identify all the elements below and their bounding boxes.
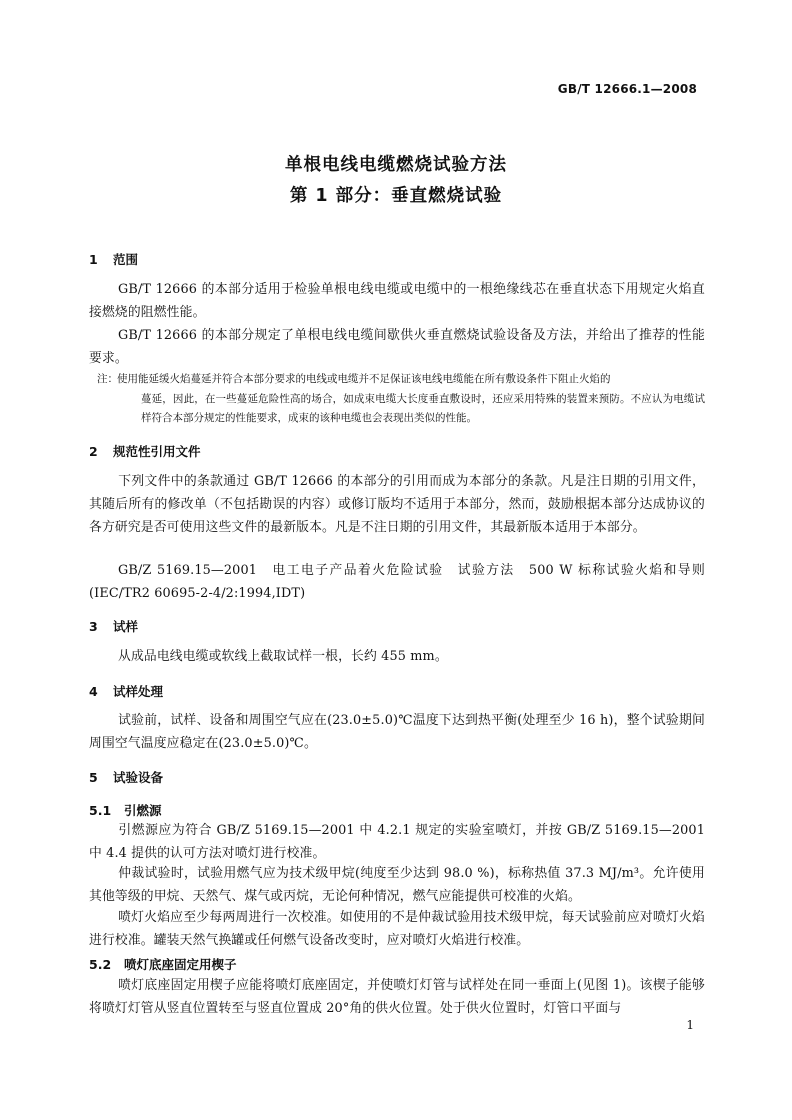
paragraph-text: 下列文件中的条款通过 GB/T 12666 的本部分的引用而成为本部分的条款。凡是注日期的引用文件，其随后所有的修改单（不包括勘误的内容）或修订版均不适用于本部分，然而，鼓励根据本部分达成协议的各方研究是否可使用这些文件的最新版本。凡是不注日期的引用文件，其最新版本适用于本部分。 — [89, 474, 705, 535]
paragraph — [89, 709, 705, 755]
section-title: 试样 — [113, 619, 139, 634]
section-title: 规范性引用文件 — [113, 444, 201, 459]
paragraph — [89, 906, 705, 952]
subsection-heading-5-1 — [89, 801, 162, 819]
paragraph-text: 引燃源应为符合 GB/Z 5169.15—2001 中 4.2.1 规定的实验室喷灯，并按 GB/Z 5169.15—2001 中 4.4 提供的认可方法对喷灯进行校准。 — [89, 823, 705, 861]
standard-number: GB/T 12666.1—2008 — [557, 82, 697, 96]
section-title: 引燃源 — [124, 803, 162, 818]
section-number: 5.2 — [89, 957, 112, 972]
section-heading-2 — [89, 442, 201, 460]
section-number: 2 — [89, 444, 98, 459]
paragraph — [89, 819, 705, 865]
paragraph-text: 从成品电线电缆或软线上截取试样一根，长约 455 mm。 — [118, 649, 448, 664]
section-number: 3 — [89, 619, 98, 634]
paragraph-text: 试验前，试样、设备和周围空气应在(23.0±5.0)℃温度下达到热平衡(处理至少 16 h)，整个试验期间周围空气温度应稳定在(23.0±5.0)℃。 — [89, 713, 705, 751]
normative-reference — [89, 559, 705, 605]
section-title: 喷灯底座固定用楔子 — [124, 957, 237, 972]
section-title: 试验设备 — [113, 770, 164, 785]
section-title: 范围 — [113, 252, 139, 267]
page-number: 1 — [686, 1018, 694, 1032]
subsection-heading-5-2 — [89, 955, 237, 973]
document-subtitle: 第 1 部分：垂直燃烧试验 — [289, 186, 503, 206]
paragraph-text: 喷灯底座固定用楔子应能将喷灯底座固定，并使喷灯灯管与试样处在同一垂面上(见图 1)。该楔子能够将喷灯灯管从竖直位置转至与竖直位置成 20°角的供火位置。处于供火位置时，灯管口平面与 — [89, 978, 705, 1016]
paragraph-text: GB/T 12666 的本部分规定了单根电线电缆间歇供火垂直燃烧试验设备及方法，并给出了推荐的性能要求。 — [89, 328, 705, 366]
paragraph — [89, 278, 705, 324]
note-text: 使用能延缓火焰蔓延并符合本部分要求的电线或电缆并不足保证该电线电缆能在所有敷设条件下阻止火焰的 — [117, 373, 611, 385]
note-text-continued: 蔓延，因此，在一些蔓延危险性高的场合，如成束电缆大长度垂直敷设时，还应采用特殊的装置来预防。不应认为电缆试样符合本部分规定的性能要求，成束的该种电缆也会表现出类似的性能。 — [141, 392, 705, 424]
paragraph — [89, 645, 705, 668]
section-heading-1 — [89, 250, 138, 268]
paragraph-text: 喷灯火焰应至少每两周进行一次校准。如使用的不是仲裁试验用技术级甲烷，每天试验前应对喷灯火焰进行校准。罐装天然气换罐或任何燃气设备改变时，应对喷灯火焰进行校准。 — [89, 910, 705, 948]
note-label: 注： — [97, 373, 118, 385]
section-heading-3 — [89, 617, 138, 635]
paragraph — [89, 862, 705, 908]
paragraph — [89, 324, 705, 370]
paragraph-text: GB/T 12666 的本部分适用于检验单根电线电缆或电缆中的一根绝缘线芯在垂直状态下用规定火焰直接燃烧的阻燃性能。 — [89, 282, 705, 320]
reference-text: GB/Z 5169.15—2001 电工电子产品着火危险试验 试验方法 500 W 标称试验火焰和导则 (IEC/TR2 60695-2-4/2:1994,IDT) — [89, 563, 705, 601]
section-heading-5 — [89, 768, 163, 786]
section-number: 5.1 — [89, 803, 112, 818]
section-number: 1 — [89, 252, 98, 267]
note — [97, 370, 705, 429]
paragraph — [89, 470, 705, 539]
section-title: 试样处理 — [113, 684, 164, 699]
section-heading-4 — [89, 682, 163, 700]
section-number: 5 — [89, 770, 98, 785]
document-title: 单根电线电缆燃烧试验方法 — [285, 155, 507, 175]
paragraph — [89, 974, 705, 1020]
section-number: 4 — [89, 684, 98, 699]
paragraph-text: 仲裁试验时，试验用燃气应为技术级甲烷(纯度至少达到 98.0 %)，标称热值 37.3 MJ/m³。允许使用其他等级的甲烷、天然气、煤气或丙烷，无论何种情况，燃气应能提供可校准的火焰。 — [89, 866, 705, 904]
